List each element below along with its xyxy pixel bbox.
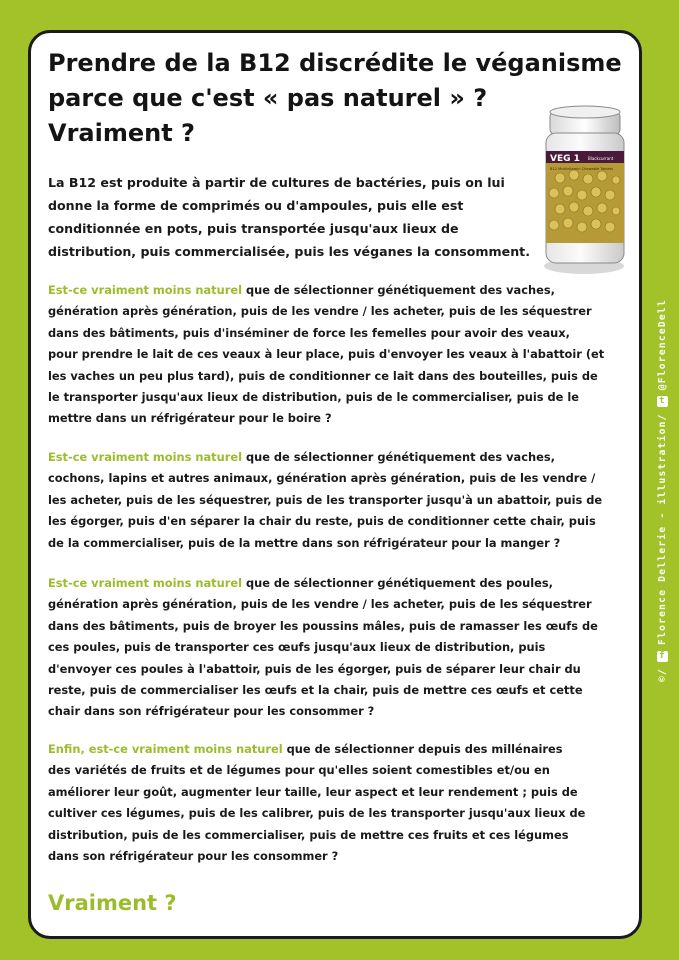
jar-brand-label: VEG 1 [550, 154, 580, 164]
paragraph-vegetables: Enfin, est-ce vraiment moins naturel que de sélectionner depuis des millénaires des variétés de fruits et de légumes pour qu'elles soient comestibles et/ou en améliorer leur goût, augmenter leur taille, leur aspect et leur rendement ; puis de cultiver ces légumes, puis de les calibrer, puis de les transporter jusqu'aux lieux de distribution, puis de les commercialiser, puis de mettre ces fruits et ces légumes dans son réfrigérateur pour les consommer ? [48, 742, 586, 864]
title-line: Prendre de la B12 discrédite le véganisme [48, 49, 622, 77]
intro-line: donne la forme de comprimés ou d'ampoules, puis elle est [48, 198, 464, 213]
title-line: Vraiment ? [48, 119, 195, 147]
author-credit [657, 299, 668, 682]
highlight-phrase: Est-ce vraiment moins naturel [48, 576, 242, 590]
article-card [28, 30, 642, 939]
credit-sidebar [648, 40, 676, 940]
paragraph-eggs: Est-ce vraiment moins naturel que de sélectionner génétiquement des poules, génération après génération, puis de les vendre / les acheter, puis de les séquestrer dans des bâtiments, puis de broyer les poussins mâles, puis de ramasser les œufs de ces poules, puis de transporter ces œufs jusqu'aux lieux de distribution, puis d'envoyer ces poules à l'abattoir, puis de les égorger, puis de séparer leur chair du reste, puis de commercialiser les œufs et la chair, puis de mettre ces œufs et cette chair dans son réfrigérateur pour les consommer ? [48, 576, 598, 719]
facebook-icon[interactable]: f [657, 650, 668, 661]
jar-description-label: B12 Multivitamin Chewable Tablets [550, 167, 613, 171]
highlight-phrase: Est-ce vraiment moins naturel [48, 450, 242, 464]
jar-flavor-label: Blackcurrant [588, 156, 614, 161]
title-line: parce que c'est « pas naturel » ? [48, 84, 488, 112]
twitter-icon[interactable]: t [657, 396, 668, 407]
intro-paragraph [48, 171, 538, 263]
highlight-phrase: Enfin, est-ce vraiment moins naturel [48, 742, 283, 756]
credit-name: Florence Dellerie - illustration/ [656, 412, 668, 645]
b12-supplement-jar-illustration [536, 103, 636, 278]
closing-question: Vraiment ? [48, 891, 177, 915]
intro-line: distribution, puis commercialisée, puis les véganes la consomment. [48, 244, 530, 259]
credit-prefix: ©/ [656, 667, 668, 682]
highlight-phrase: Est-ce vraiment moins naturel [48, 283, 242, 297]
intro-line: conditionnée en pots, puis transportée jusqu'aux lieux de [48, 221, 459, 236]
paragraph-meat: Est-ce vraiment moins naturel que de sélectionner génétiquement des vaches, cochons, lapins et autres animaux, génération après génération, puis de les vendre / les acheter, puis de les séquestrer, puis de les transporter jusqu'à un abattoir, puis de les égorger, puis d'en séparer la chair du reste, puis de conditionner cette chair, puis de la commercialiser, puis de la mettre dans son réfrigérateur pour la manger ? [48, 450, 603, 550]
intro-line: La B12 est produite à partir de cultures de bactéries, puis on lui [48, 175, 505, 190]
paragraph-dairy: Est-ce vraiment moins naturel que de sélectionner génétiquement des vaches, génération après génération, puis de les vendre / les acheter, puis de les séquestrer dans des bâtiments, puis d'inséminer de force les femelles pour avoir des veaux, pour prendre le lait de ces veaux à leur place, puis d'envoyer les veaux à l'abattoir (et les vaches un peu plus tard), puis de conditionner ce lait dans des bouteilles, puis de le transporter jusqu'aux lieux de distribution, puis de le commercialiser, puis de le mettre dans un réfrigérateur pour le boire ? [48, 283, 605, 426]
credit-handle: @FlorenceDell [656, 298, 668, 390]
page-title [48, 46, 622, 151]
